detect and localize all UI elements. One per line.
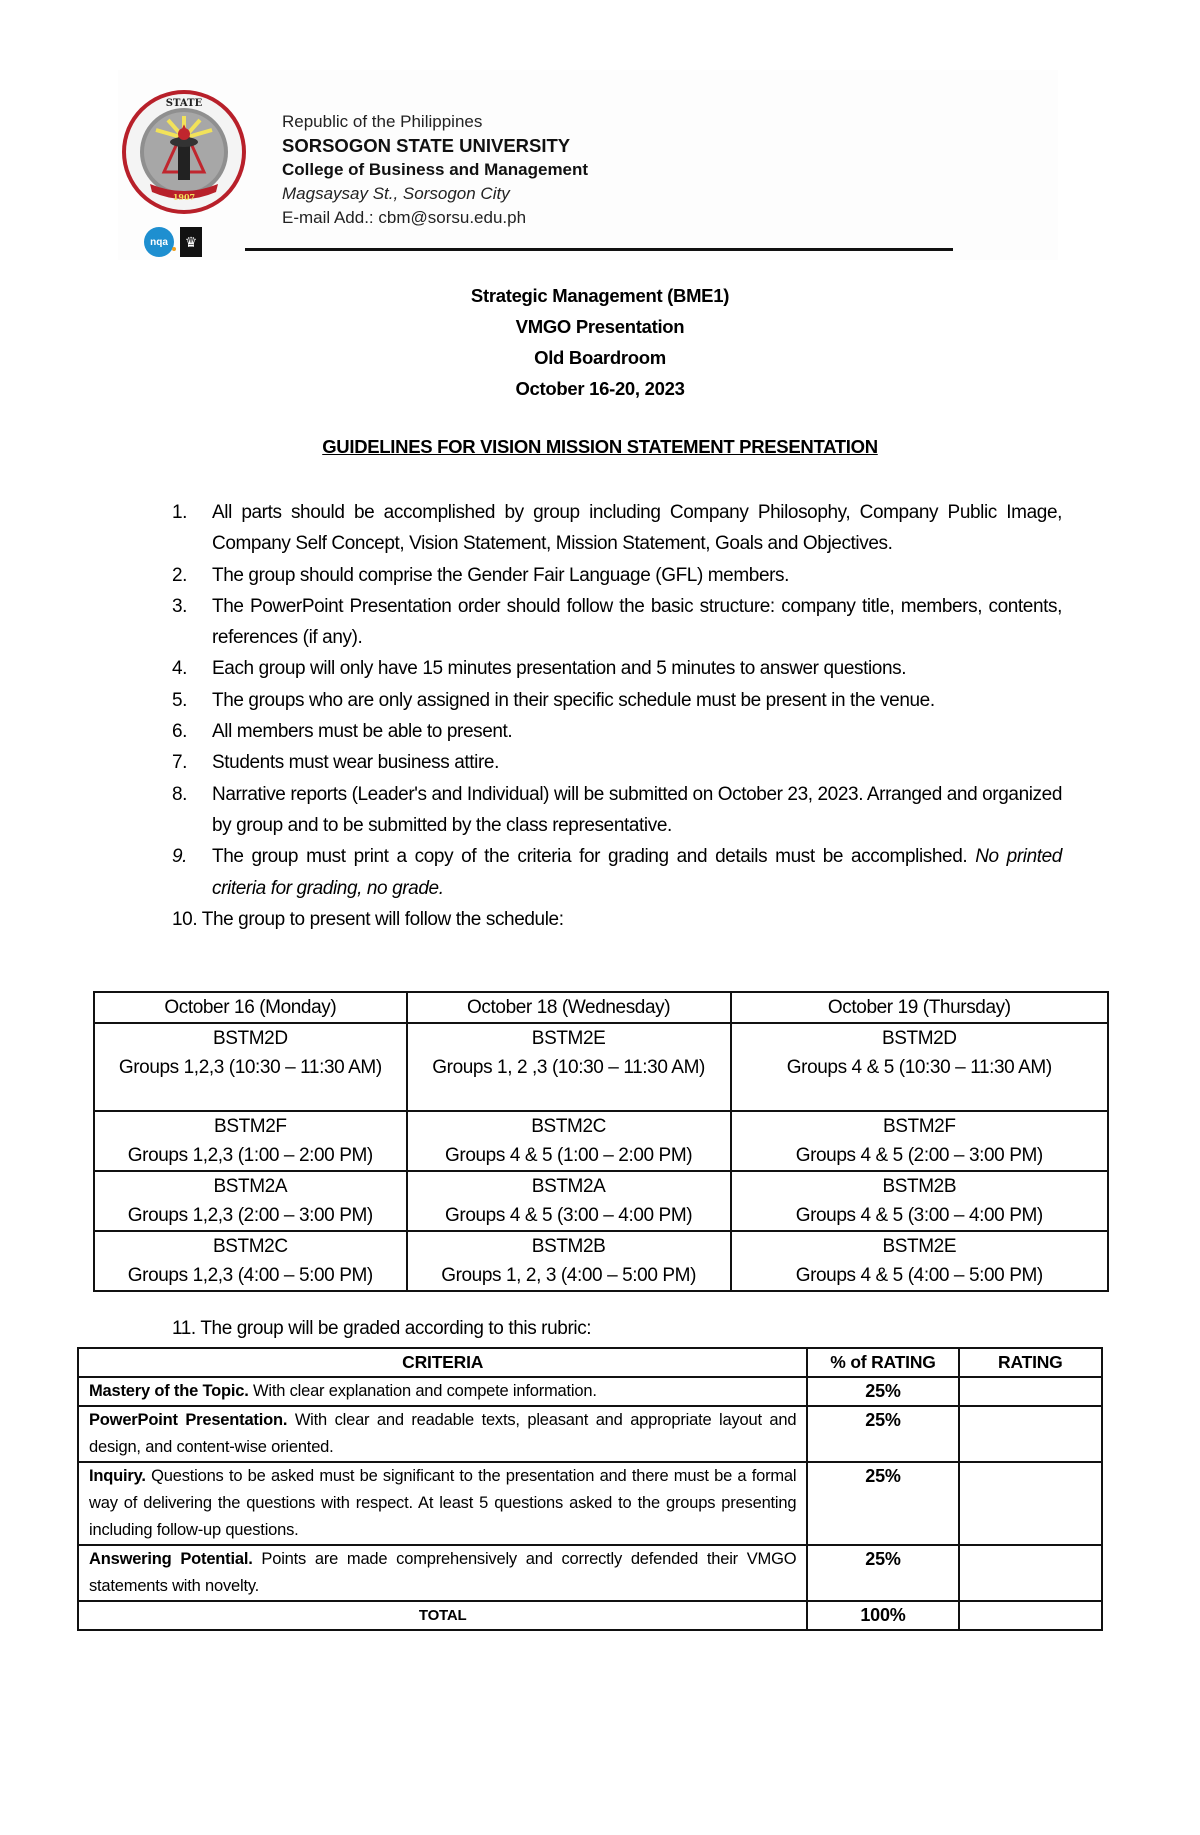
guideline-item: 4. Each group will only have 15 minutes presentation and 5 minutes to answer questions. xyxy=(172,658,907,680)
guidelines-list xyxy=(172,497,1062,935)
rubric-row xyxy=(78,1462,1102,1545)
rubric-total-row xyxy=(78,1601,1102,1630)
rubric-header-criteria: CRITERIA xyxy=(78,1348,807,1377)
schedule-row xyxy=(94,1231,1108,1291)
guideline-item: 1. All parts should be accomplished by group including Company Philosophy, Company Public Image, Company Self Concept, Vision Statement, Mission Statement, Goals and Objectives. xyxy=(172,502,1062,555)
rubric-rating-cell[interactable] xyxy=(959,1406,1102,1462)
schedule-header-day: October 19 (Thursday) xyxy=(731,992,1108,1023)
schedule-header-row xyxy=(94,992,1108,1023)
schedule-cell: BSTM2F Groups 1,2,3 (1:00 – 2:00 PM) xyxy=(94,1111,407,1171)
document-title-block xyxy=(0,280,1200,404)
schedule-cell: BSTM2E Groups 4 & 5 (4:00 – 5:00 PM) xyxy=(731,1231,1108,1291)
rubric-header-rating: RATING xyxy=(959,1348,1102,1377)
guideline-item: 9. The group must print a copy of the criteria for grading and details must be accomplished. No printed criteria for grading, no grade. xyxy=(172,846,1062,899)
rubric-rating-cell[interactable] xyxy=(959,1545,1102,1601)
rubric-header-percent: % of RATING xyxy=(807,1348,958,1377)
rubric-percent-cell: 25% xyxy=(807,1406,958,1462)
schedule-cell: BSTM2D Groups 1,2,3 (10:30 – 11:30 AM) xyxy=(94,1023,407,1111)
event-dates: October 16-20, 2023 xyxy=(515,378,685,399)
schedule-row xyxy=(94,1111,1108,1171)
rubric-criteria-cell: Answering Potential. Points are made comprehensively and correctly defended their VMGO statements with novelty. xyxy=(78,1545,807,1601)
rubric-percent-cell: 25% xyxy=(807,1462,958,1545)
rubric-total-percent: 100% xyxy=(807,1601,958,1630)
rubric-header-row xyxy=(78,1348,1102,1377)
email-line: E-mail Add.: cbm@sorsu.edu.ph xyxy=(282,208,527,227)
guideline-item: 6. All members must be able to present. xyxy=(172,721,513,743)
letterhead-text xyxy=(282,110,588,230)
schedule-header-day: October 16 (Monday) xyxy=(94,992,407,1023)
rubric-row xyxy=(78,1545,1102,1601)
guideline-item: 3. The PowerPoint Presentation order should follow the basic structure: company title, members, contents, references (if any). xyxy=(172,595,1062,649)
schedule-row xyxy=(94,1171,1108,1231)
guideline-item: 5. The groups who are only assigned in their specific schedule must be present in the venue. xyxy=(172,689,935,711)
course-title: Strategic Management (BME1) xyxy=(470,285,730,306)
schedule-row xyxy=(94,1023,1108,1111)
university-seal-logo xyxy=(120,88,248,216)
rubric-percent-cell: 25% xyxy=(807,1545,958,1601)
event-title: VMGO Presentation xyxy=(515,316,685,337)
university-name: SORSOGON STATE UNIVERSITY xyxy=(282,135,571,156)
rubric-criteria-cell: Mastery of the Topic. With clear explanation and compete information. xyxy=(78,1377,807,1406)
grading-rubric-table xyxy=(77,1347,1103,1631)
schedule-cell: BSTM2E Groups 1, 2 ,3 (10:30 – 11:30 AM) xyxy=(407,1023,731,1111)
guideline-item: 10. The group to present will follow the schedule: xyxy=(172,908,564,930)
svg-text:STATE: STATE xyxy=(165,98,203,109)
nqa-dot xyxy=(172,247,176,251)
certification-badges xyxy=(144,226,202,258)
schedule-cell: BSTM2A Groups 1,2,3 (2:00 – 3:00 PM) xyxy=(94,1171,407,1231)
schedule-cell: BSTM2A Groups 4 & 5 (3:00 – 4:00 PM) xyxy=(407,1171,731,1231)
guideline-item: 8. Narrative reports (Leader's and Individual) will be submitted on October 23, 2023. Arranged and organized by group and to be submitted by the class representative. xyxy=(172,783,1062,836)
rubric-total-label: TOTAL xyxy=(78,1601,807,1630)
rubric-percent-cell: 25% xyxy=(807,1377,958,1406)
republic-line: Republic of the Philippines xyxy=(282,112,483,131)
address-line: Magsaysay St., Sorsogon City xyxy=(282,184,510,203)
rubric-rating-cell[interactable] xyxy=(959,1462,1102,1545)
schedule-cell: BSTM2F Groups 4 & 5 (2:00 – 3:00 PM) xyxy=(731,1111,1108,1171)
nqa-badge-icon: nqa xyxy=(144,227,174,257)
svg-text:1907: 1907 xyxy=(172,192,196,202)
schedule-cell: BSTM2B Groups 1, 2, 3 (4:00 – 5:00 PM) xyxy=(407,1231,731,1291)
rubric-row xyxy=(78,1406,1102,1462)
guidelines-heading: GUIDELINES FOR VISION MISSION STATEMENT PRESENTATION xyxy=(322,436,878,457)
rubric-criteria-cell: Inquiry. Questions to be asked must be significant to the presentation and there must be a formal way of delivering the questions with respect. At least 5 questions asked to the groups presenting including follow-up questions. xyxy=(78,1462,807,1545)
presentation-schedule-table xyxy=(93,991,1109,1292)
ukas-crown-icon: ♛ xyxy=(180,227,202,257)
rubric-row xyxy=(78,1377,1102,1406)
schedule-cell: BSTM2C Groups 1,2,3 (4:00 – 5:00 PM) xyxy=(94,1231,407,1291)
no-grade-warning: No printed criteria for grading, no grade. xyxy=(212,846,1062,899)
rubric-criteria-cell: PowerPoint Presentation. With clear and readable texts, pleasant and appropriate layout and design, and content-wise oriented. xyxy=(78,1406,807,1462)
schedule-header-day: October 18 (Wednesday) xyxy=(407,992,731,1023)
schedule-cell: BSTM2D Groups 4 & 5 (10:30 – 11:30 AM) xyxy=(731,1023,1108,1111)
schedule-cell: BSTM2C Groups 4 & 5 (1:00 – 2:00 PM) xyxy=(407,1111,731,1171)
venue: Old Boardroom xyxy=(534,347,666,368)
schedule-cell: BSTM2B Groups 4 & 5 (3:00 – 4:00 PM) xyxy=(731,1171,1108,1231)
college-name: College of Business and Management xyxy=(282,160,589,179)
rubric-rating-cell[interactable] xyxy=(959,1377,1102,1406)
rubric-lead-text: 11. The group will be graded according to this rubric: xyxy=(172,1318,592,1339)
letterhead-divider xyxy=(245,248,953,251)
rubric-total-rating[interactable] xyxy=(959,1601,1102,1630)
guideline-item: 2. The group should comprise the Gender Fair Language (GFL) members. xyxy=(172,564,790,586)
guideline-item: 7. Students must wear business attire. xyxy=(172,752,499,774)
